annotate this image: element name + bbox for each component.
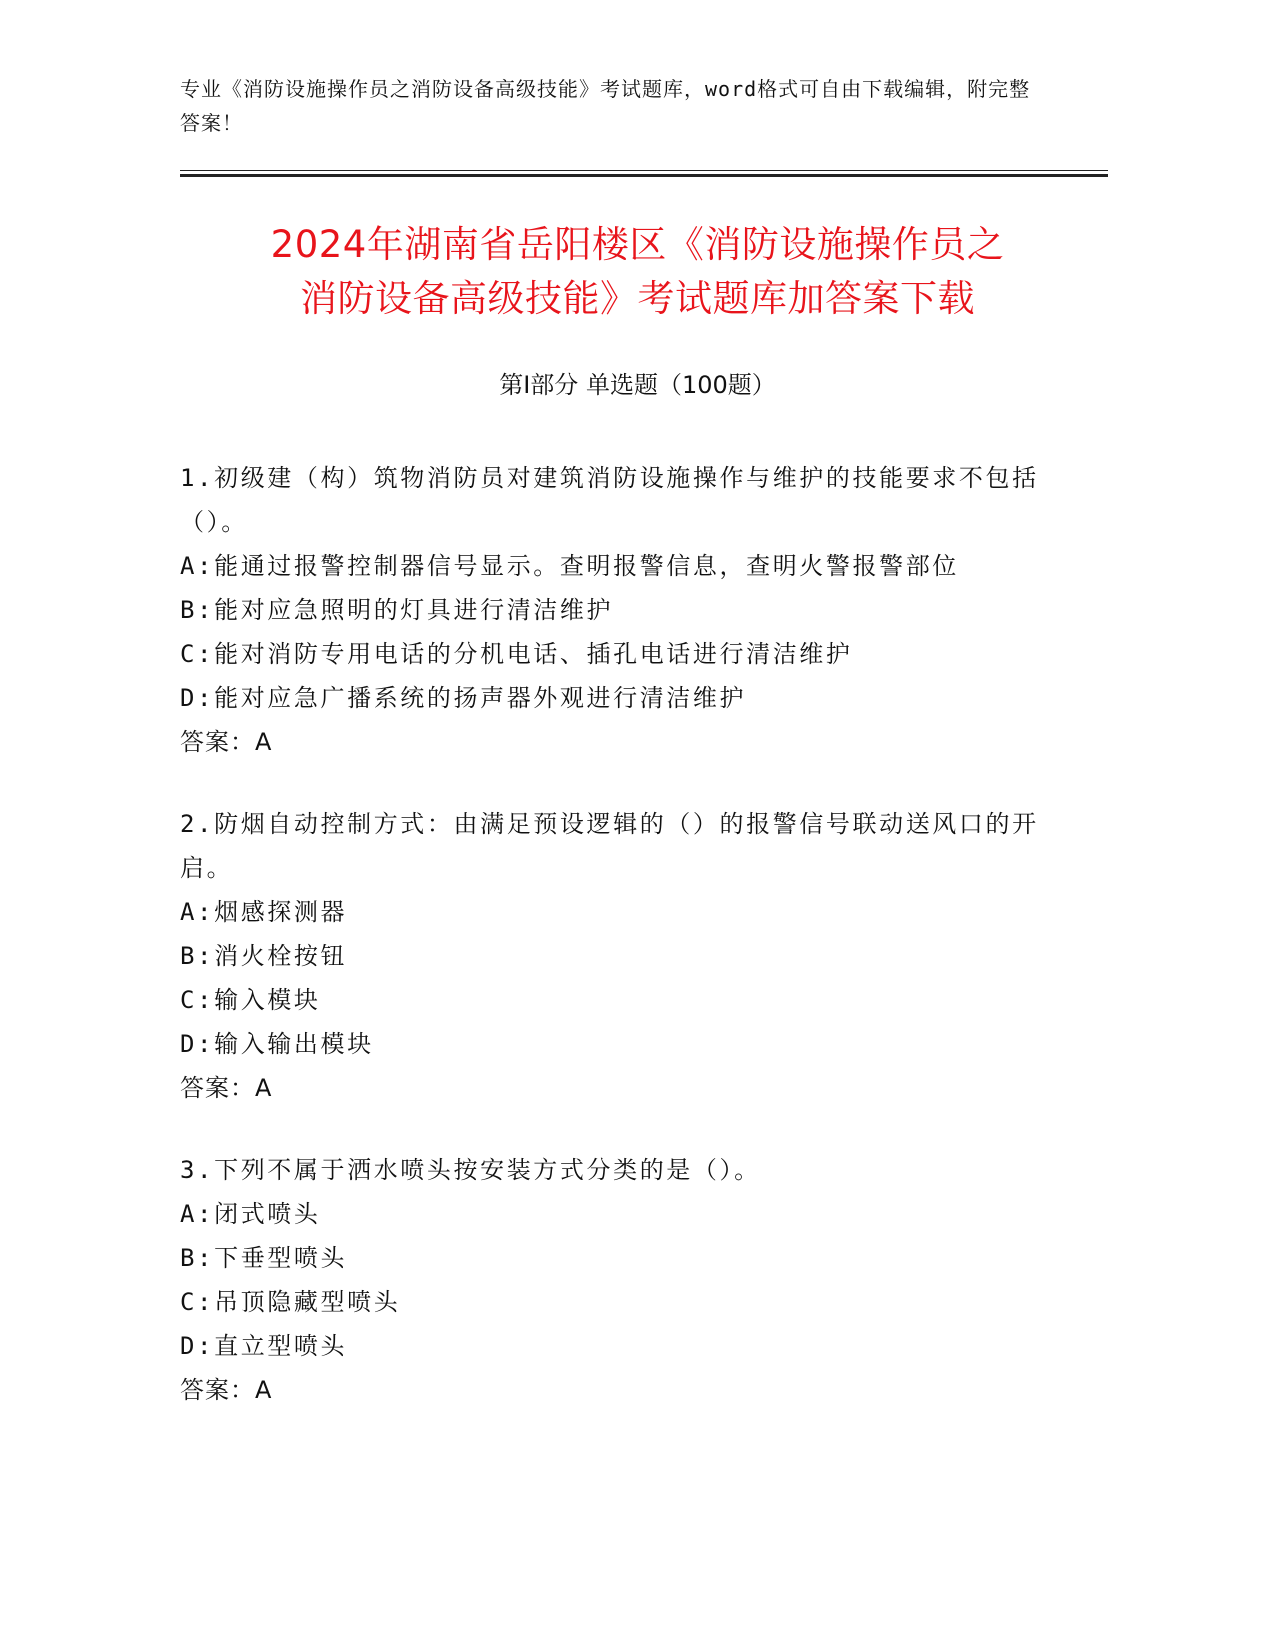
option-b: B:下垂型喷头 [180,1244,348,1272]
document-title [150,218,1125,326]
header-divider-thin [180,170,1108,171]
option-d: D:能对应急广播系统的扬声器外观进行清洁维护 [180,684,747,712]
question-stem: 3.下列不属于洒水喷头按安装方式分类的是（）。 [180,1156,761,1184]
header-note: 专业《消防设施操作员之消防设备高级技能》考试题库，word格式可自由下载编辑，附完整答案！ [180,77,1031,135]
title-line-1: 2024年湖南省岳阳楼区《消防设施操作员之 [270,223,1005,266]
question-2 [180,802,1040,1110]
question-3 [180,1148,1040,1412]
option-d: D:输入输出模块 [180,1030,374,1058]
answer: 答案：A [180,728,273,756]
answer: 答案：A [180,1376,273,1404]
question-1 [180,456,1040,764]
option-a: A:烟感探测器 [180,898,348,926]
option-a: A:能通过报警控制器信号显示。查明报警信息，查明火警报警部位 [180,552,959,580]
option-b: B:能对应急照明的灯具进行清洁维护 [180,596,614,624]
option-c: C:能对消防专用电话的分机电话、插孔电话进行清洁维护 [180,640,853,668]
option-d: D:直立型喷头 [180,1332,348,1360]
title-line-2: 消防设备高级技能》考试题库加答案下载 [300,277,975,320]
section-heading: 第Ⅰ部分 单选题（100题） [499,371,776,399]
question-list [180,456,1040,1450]
option-a: A:闭式喷头 [180,1200,321,1228]
answer: 答案：A [180,1074,273,1102]
option-c: C:输入模块 [180,986,321,1014]
question-stem: 1.初级建（构）筑物消防员对建筑消防设施操作与维护的技能要求不包括（）。 [180,464,1039,536]
header-divider-thick [180,174,1108,177]
option-b: B:消火栓按钮 [180,942,348,970]
question-stem: 2.防烟自动控制方式：由满足预设逻辑的（）的报警信号联动送风口的开启。 [180,810,1039,882]
option-c: C:吊顶隐藏型喷头 [180,1288,401,1316]
